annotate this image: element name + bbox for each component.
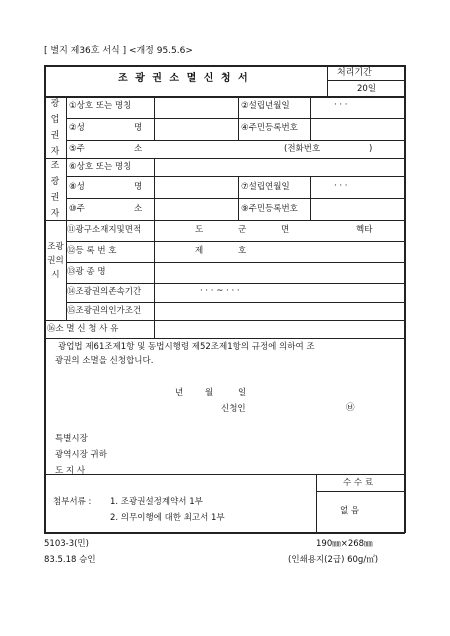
- licensee-address-label: ⑩주: [69, 204, 85, 214]
- licensee-est-date-value: · · ·: [334, 181, 348, 191]
- date-year: 년: [175, 388, 184, 398]
- licensee-resident-no-label: ⑨주민등록번호: [241, 204, 298, 214]
- attachment-item-1: 1. 조광권설정계약서 1부: [110, 497, 203, 507]
- grantor-business-name-label: ①상호 또는 명칭: [69, 101, 132, 111]
- period-label: ⑭조광권의존속기간: [67, 287, 142, 297]
- footer-paper: (인쇄용지(2급) 60g/㎡): [288, 555, 379, 565]
- location-do: 도: [195, 225, 204, 235]
- applicant-label: 신청인: [221, 404, 246, 414]
- fee-mid-line: [316, 491, 404, 492]
- grantor-phone-close: ): [369, 144, 373, 154]
- processing-mid-line: [327, 80, 404, 81]
- frame-right: [404, 65, 406, 533]
- recipient-line2: 광역시장 귀하: [55, 450, 107, 460]
- attachment-item-2: 2. 의무이행에 대한 최고서 1부: [110, 513, 225, 523]
- grantor-section-label: 광업권자: [50, 99, 60, 157]
- row-line: [66, 140, 404, 141]
- recipient-line1: 특별시장: [55, 434, 88, 444]
- area-unit: 헥타: [356, 225, 373, 235]
- row-line: [44, 474, 405, 475]
- licensee-business-name-label: ⑥상호 또는 명칭: [69, 162, 132, 172]
- licensee-section-label: 조광권자: [50, 161, 60, 219]
- row-line: [66, 118, 404, 119]
- conditions-label: ⑮조광권의인가조건: [67, 306, 142, 316]
- row-line: [66, 262, 404, 263]
- period-value: · · · ~ · · ·: [200, 286, 240, 296]
- row-line: [44, 320, 405, 321]
- row-line: [66, 283, 404, 284]
- footer-approval: 83.5.18 승인: [44, 555, 96, 565]
- location-myeon: 면: [281, 225, 290, 235]
- grantor-address-label: ⑤주: [69, 144, 85, 154]
- reg-ho: 호: [238, 246, 247, 256]
- fee-divider: [316, 474, 317, 532]
- row-line: [44, 96, 405, 98]
- processing-period-value: 20일: [357, 84, 377, 94]
- row-line: [66, 176, 404, 177]
- footer-form-no: 5103-3(민): [44, 539, 89, 549]
- date-day: 일: [238, 388, 247, 398]
- row-line: [44, 338, 405, 339]
- seal-mark: ㉥: [346, 403, 355, 413]
- row-line: [44, 220, 405, 221]
- row-line: [66, 302, 404, 303]
- statement-line1: 광업법 제61조제1항 및 동법시행령 제52조제1항의 규정에 의하여 조: [58, 342, 315, 352]
- frame-bottom: [44, 532, 405, 534]
- licensee-address-label-b: 소: [134, 204, 143, 214]
- reg-je: 제: [195, 246, 204, 256]
- reason-label: ⑯소 멸 신 청 사 유: [47, 324, 119, 334]
- row-line: [44, 158, 405, 159]
- grantor-est-date-label: ②설립년월일: [241, 101, 290, 111]
- licensee-name-label: ⑧성: [69, 182, 85, 192]
- licensee-est-date-label: ⑦설립연월일: [241, 182, 290, 192]
- mineral-label: ⑬광 종 명: [67, 267, 106, 277]
- processing-period-label: 처리기간: [337, 68, 372, 78]
- statement-line2: 광권의 소멸을 신청합니다.: [55, 356, 154, 366]
- fee-value: 없 음: [340, 506, 360, 516]
- frame-top: [44, 65, 405, 67]
- location-label: ⑪광구소재지및면적: [67, 225, 142, 235]
- footer-size: 190㎜×268㎜: [316, 539, 373, 549]
- frame-left: [44, 65, 46, 533]
- col-line: [154, 96, 155, 140]
- row-line: [66, 198, 404, 199]
- col-line: [310, 96, 311, 140]
- col-line: [154, 158, 155, 220]
- form-title: 조 광 권 소 멸 신 청 서: [118, 73, 250, 84]
- reg-no-label: ⑫등 록 번 호: [67, 246, 117, 256]
- col-line: [238, 96, 239, 140]
- grantor-est-date-value: · · ·: [334, 100, 348, 110]
- col-line: [154, 320, 155, 338]
- col-line: [310, 176, 311, 220]
- row-line: [66, 241, 404, 242]
- right-section-label: 조광권의시: [47, 242, 64, 280]
- fee-label: 수 수 료: [343, 478, 374, 488]
- form-reference: [ 별지 제36호 서식 ] <개정 95.5.6>: [44, 46, 193, 56]
- col-line: [154, 220, 155, 320]
- grantor-resident-no-label: ④주민등록번호: [241, 123, 298, 133]
- grantor-name-label-b: 명: [134, 123, 143, 133]
- date-month: 월: [205, 388, 214, 398]
- grantor-address-label-b: 소: [134, 144, 143, 154]
- recipient-line3: 도 지 사: [55, 466, 86, 476]
- grantor-name-label: ②성: [69, 123, 85, 133]
- col-line: [238, 176, 239, 220]
- location-gun: 군: [238, 225, 247, 235]
- licensee-name-label-b: 명: [134, 182, 143, 192]
- grantor-phone-label: (전화번호: [284, 144, 321, 154]
- attachments-label: 첨부서류 :: [53, 497, 92, 507]
